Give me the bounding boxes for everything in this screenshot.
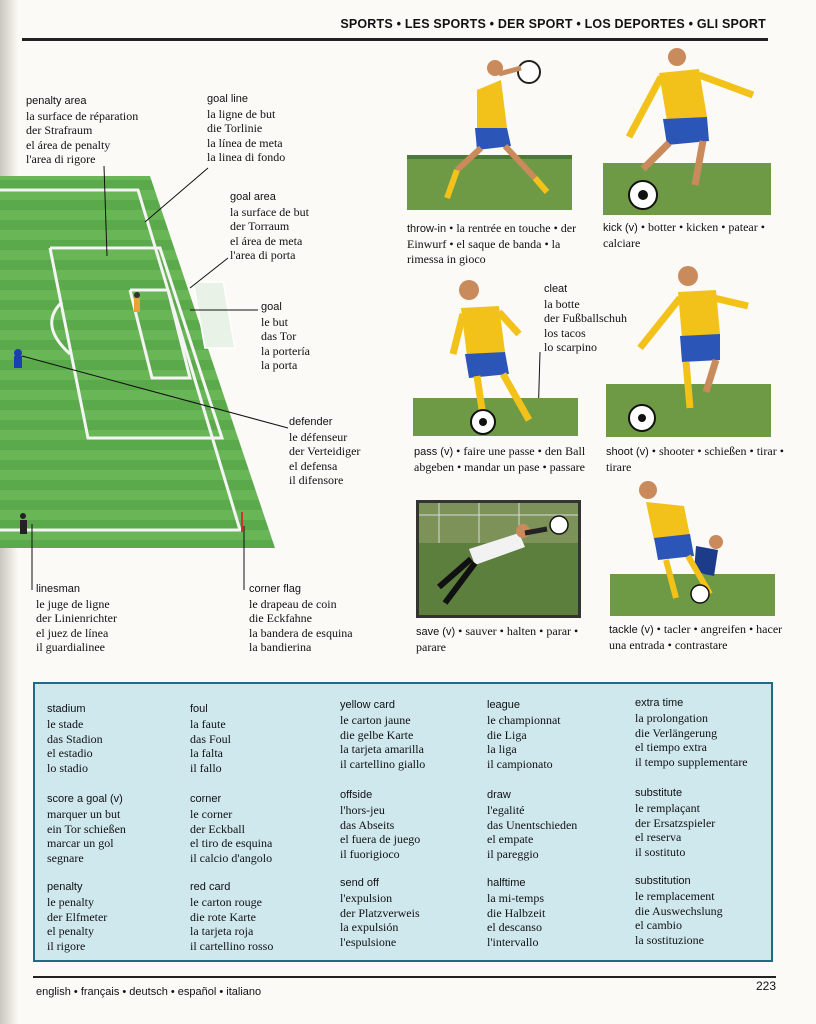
label-goal-area: goal area la surface de but der Torraum el área de meta l'area di porta bbox=[230, 191, 309, 262]
vocab-entry-extra-time: extra time la prolongation die Verlängerung el tiempo extra il tempo supplementare bbox=[635, 697, 748, 770]
caption-tackle: tackle (v) • tacler • angreifen • hacer una entrada • contrastare bbox=[609, 622, 783, 652]
caption-save: save (v) • sauver • halten • parar • parare bbox=[416, 624, 579, 654]
vocab-entry-stadium: stadium le stade das Stadion el estadio lo stadio bbox=[47, 703, 103, 776]
label-corner-flag: corner flag le drapeau de coin die Eckfahne la bandera de esquina la bandierina bbox=[249, 583, 353, 654]
vocab-entry-substitution: substitution le remplacement die Auswechslung el cambio la sostituzione bbox=[635, 875, 723, 948]
caption-pass: pass (v) • faire une passe • den Ball abgeben • mandar un pase • passare bbox=[414, 444, 586, 474]
vocab-entry-offside: offside l'hors-jeu das Abseits el fuera de juego il fuorigioco bbox=[340, 789, 421, 862]
vocab-entry-yellow-card: yellow card le carton jaune die gelbe Karte la tarjeta amarilla il cartellino giallo bbox=[340, 699, 426, 772]
label-goal: goal le but das Tor la portería la porta bbox=[261, 301, 310, 372]
vocab-entry-send-off: send off l'expulsion der Platzverweis la expulsión l'espulsione bbox=[340, 877, 420, 950]
label-goal-line: goal line la ligne de but die Torlinie la línea de meta la linea di fondo bbox=[207, 93, 286, 164]
kick-photo bbox=[603, 45, 771, 215]
caption-throw-in: throw-in • la rentrée en touche • der Einwurf • el saque de banda • la rimessa in gioco bbox=[407, 221, 577, 266]
vocab-entry-penalty: penalty le penalty der Elfmeter el penalty il rigore bbox=[47, 881, 108, 954]
footer-languages: english • français • deutsch • español • italiano bbox=[36, 986, 262, 998]
shoot-photo bbox=[606, 262, 771, 437]
save-photo bbox=[416, 500, 581, 618]
label-linesman: linesman le juge de ligne der Linienrichter el juez de línea il guardialinee bbox=[36, 583, 117, 654]
vocab-entry-draw: draw l'egalité das Unentschieden el empate il pareggio bbox=[487, 789, 578, 862]
vocab-entry-league: league le championnat die Liga la liga il campionato bbox=[487, 699, 561, 772]
footer-rule bbox=[33, 976, 776, 978]
pass-photo bbox=[413, 276, 578, 436]
vocab-entry-score-a-goal: score a goal (v) marquer un but ein Tor schießen marcar un gol segnare bbox=[47, 793, 126, 866]
vocab-entry-corner: corner le corner der Eckball el tiro de esquina il calcio d'angolo bbox=[190, 793, 273, 866]
caption-shoot: shoot (v) • shooter • schießen • tirar • tirare bbox=[606, 444, 784, 474]
vocab-entry-red-card: red card le carton rouge die rote Karte la tarjeta roja il cartellino rosso bbox=[190, 881, 274, 954]
vocab-entry-halftime: halftime la mi-temps die Halbzeit el descanso l'intervallo bbox=[487, 877, 546, 950]
label-penalty-area: penalty area la surface de réparation der Strafraum el área de penalty l'area di rigore bbox=[26, 95, 139, 166]
page-header-title: SPORTS • LES SPORTS • DER SPORT • LOS DEPORTES • GLI SPORT bbox=[340, 17, 766, 31]
vocab-entry-foul: foul la faute das Foul la falta il fallo bbox=[190, 703, 232, 776]
page-number: 223 bbox=[755, 979, 776, 993]
label-defender: defender le défenseur der Verteidiger el defensa il difensore bbox=[289, 416, 361, 487]
vocabulary-box bbox=[33, 682, 773, 962]
tackle-photo bbox=[610, 476, 775, 616]
label-cleat: cleat la botte der Fußballschuh los tacos lo scarpino bbox=[544, 283, 627, 354]
throw-in-photo bbox=[407, 50, 572, 215]
caption-kick: kick (v) • botter • kicken • patear • calciare bbox=[603, 220, 765, 250]
vocab-entry-substitute: substitute le remplaçant der Ersatzspieler el reserva il sostituto bbox=[635, 787, 716, 860]
